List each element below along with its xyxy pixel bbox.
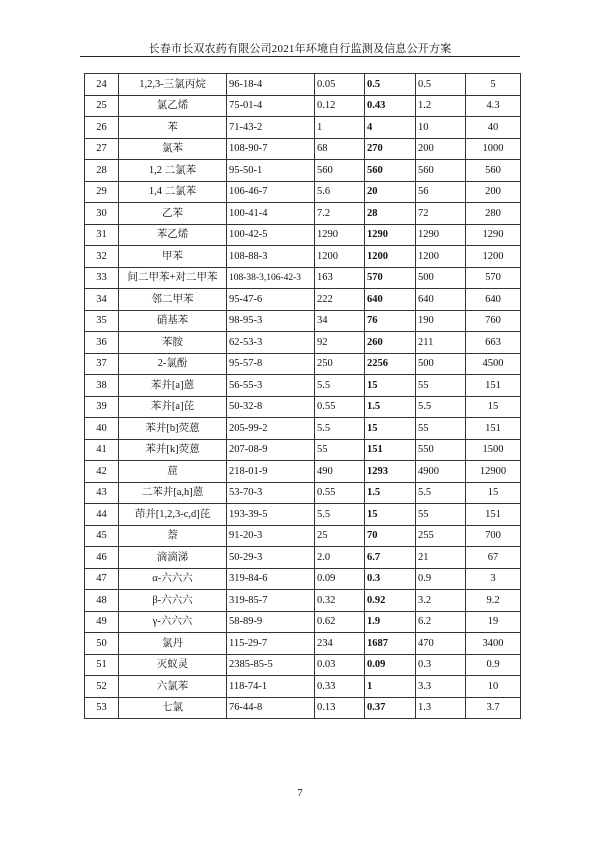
- value-d-cell: 15: [466, 396, 521, 418]
- substance-name-cell: 苯乙烯: [119, 224, 227, 246]
- cas-number-cell: 108-38-3,106-42-3: [227, 267, 315, 289]
- value-a-cell: 0.13: [315, 697, 365, 719]
- value-a-cell: 0.55: [315, 396, 365, 418]
- value-c-cell: 550: [416, 439, 466, 461]
- table-row: [85, 203, 521, 225]
- value-b-cell: 76: [365, 310, 416, 332]
- value-a-cell: 0.03: [315, 654, 365, 676]
- table-row: [85, 95, 521, 117]
- cas-number-cell: 91-20-3: [227, 525, 315, 547]
- row-number-cell: 39: [85, 396, 119, 418]
- row-number-cell: 50: [85, 633, 119, 655]
- table-row: [85, 375, 521, 397]
- value-a-cell: 2.0: [315, 547, 365, 569]
- value-b-cell: 28: [365, 203, 416, 225]
- value-b-cell: 70: [365, 525, 416, 547]
- value-c-cell: 190: [416, 310, 466, 332]
- value-d-cell: 151: [466, 504, 521, 526]
- substance-name-cell: 苯并[b]荧蒽: [119, 418, 227, 440]
- value-d-cell: 200: [466, 181, 521, 203]
- row-number-cell: 32: [85, 246, 119, 268]
- cas-number-cell: 115-29-7: [227, 633, 315, 655]
- value-b-cell: 1.5: [365, 482, 416, 504]
- value-c-cell: 55: [416, 504, 466, 526]
- value-d-cell: 1200: [466, 246, 521, 268]
- row-number-cell: 47: [85, 568, 119, 590]
- table-row: [85, 547, 521, 569]
- substance-name-cell: 苯并[k]荧蒽: [119, 439, 227, 461]
- table-row: [85, 353, 521, 375]
- value-c-cell: 0.9: [416, 568, 466, 590]
- value-d-cell: 570: [466, 267, 521, 289]
- substance-name-cell: 乙苯: [119, 203, 227, 225]
- header-rule: [80, 56, 520, 57]
- value-b-cell: 1.9: [365, 611, 416, 633]
- table-row: [85, 611, 521, 633]
- value-d-cell: 19: [466, 611, 521, 633]
- value-c-cell: 470: [416, 633, 466, 655]
- value-b-cell: 151: [365, 439, 416, 461]
- cas-number-cell: 100-41-4: [227, 203, 315, 225]
- table-row: [85, 396, 521, 418]
- table-row: [85, 418, 521, 440]
- value-a-cell: 222: [315, 289, 365, 311]
- value-a-cell: 0.05: [315, 74, 365, 96]
- table-row: [85, 525, 521, 547]
- cas-number-cell: 319-85-7: [227, 590, 315, 612]
- value-c-cell: 3.3: [416, 676, 466, 698]
- value-c-cell: 1200: [416, 246, 466, 268]
- value-b-cell: 0.37: [365, 697, 416, 719]
- substance-name-cell: 茚并[1,2,3-c,d]芘: [119, 504, 227, 526]
- substance-name-cell: 苯胺: [119, 332, 227, 354]
- value-a-cell: 25: [315, 525, 365, 547]
- row-number-cell: 36: [85, 332, 119, 354]
- value-b-cell: 1293: [365, 461, 416, 483]
- substance-name-cell: 苯并[a]芘: [119, 396, 227, 418]
- value-c-cell: 72: [416, 203, 466, 225]
- cas-number-cell: 2385-85-5: [227, 654, 315, 676]
- value-c-cell: 560: [416, 160, 466, 182]
- value-c-cell: 3.2: [416, 590, 466, 612]
- row-number-cell: 41: [85, 439, 119, 461]
- value-a-cell: 34: [315, 310, 365, 332]
- substance-name-cell: 2-氯酚: [119, 353, 227, 375]
- value-a-cell: 0.33: [315, 676, 365, 698]
- value-a-cell: 5.5: [315, 504, 365, 526]
- table-row: [85, 568, 521, 590]
- table-row: [85, 289, 521, 311]
- cas-number-cell: 98-95-3: [227, 310, 315, 332]
- row-number-cell: 48: [85, 590, 119, 612]
- value-d-cell: 1000: [466, 138, 521, 160]
- table-row: [85, 461, 521, 483]
- cas-number-cell: 62-53-3: [227, 332, 315, 354]
- table-row: [85, 697, 521, 719]
- value-b-cell: 20: [365, 181, 416, 203]
- value-d-cell: 4500: [466, 353, 521, 375]
- value-c-cell: 255: [416, 525, 466, 547]
- page-number: 7: [297, 787, 303, 799]
- value-b-cell: 0.5: [365, 74, 416, 96]
- row-number-cell: 52: [85, 676, 119, 698]
- value-d-cell: 15: [466, 482, 521, 504]
- substance-name-cell: β-六六六: [119, 590, 227, 612]
- value-d-cell: 640: [466, 289, 521, 311]
- value-d-cell: 5: [466, 74, 521, 96]
- value-d-cell: 700: [466, 525, 521, 547]
- cas-number-cell: 71-43-2: [227, 117, 315, 139]
- table-row: [85, 160, 521, 182]
- value-b-cell: 570: [365, 267, 416, 289]
- row-number-cell: 28: [85, 160, 119, 182]
- value-d-cell: 1500: [466, 439, 521, 461]
- value-b-cell: 1290: [365, 224, 416, 246]
- value-d-cell: 9.2: [466, 590, 521, 612]
- row-number-cell: 37: [85, 353, 119, 375]
- row-number-cell: 51: [85, 654, 119, 676]
- value-b-cell: 1687: [365, 633, 416, 655]
- substance-name-cell: γ-六六六: [119, 611, 227, 633]
- cas-number-cell: 207-08-9: [227, 439, 315, 461]
- row-number-cell: 46: [85, 547, 119, 569]
- cas-number-cell: 108-88-3: [227, 246, 315, 268]
- value-a-cell: 0.62: [315, 611, 365, 633]
- value-d-cell: 280: [466, 203, 521, 225]
- table-row: [85, 676, 521, 698]
- table-row: [85, 310, 521, 332]
- substance-name-cell: α-六六六: [119, 568, 227, 590]
- value-c-cell: 10: [416, 117, 466, 139]
- value-b-cell: 15: [365, 375, 416, 397]
- value-c-cell: 6.2: [416, 611, 466, 633]
- row-number-cell: 30: [85, 203, 119, 225]
- row-number-cell: 40: [85, 418, 119, 440]
- value-a-cell: 1290: [315, 224, 365, 246]
- cas-number-cell: 50-29-3: [227, 547, 315, 569]
- table-row: [85, 332, 521, 354]
- value-a-cell: 0.12: [315, 95, 365, 117]
- cas-number-cell: 118-74-1: [227, 676, 315, 698]
- substance-name-cell: 1,2,3-三氯丙烷: [119, 74, 227, 96]
- table-row: [85, 246, 521, 268]
- row-number-cell: 33: [85, 267, 119, 289]
- value-d-cell: 3400: [466, 633, 521, 655]
- cas-number-cell: 76-44-8: [227, 697, 315, 719]
- cas-number-cell: 95-50-1: [227, 160, 315, 182]
- data-table: [84, 73, 521, 719]
- row-number-cell: 45: [85, 525, 119, 547]
- cas-number-cell: 100-42-5: [227, 224, 315, 246]
- row-number-cell: 27: [85, 138, 119, 160]
- row-number-cell: 25: [85, 95, 119, 117]
- value-a-cell: 0.32: [315, 590, 365, 612]
- value-b-cell: 1200: [365, 246, 416, 268]
- value-d-cell: 760: [466, 310, 521, 332]
- value-d-cell: 3: [466, 568, 521, 590]
- value-d-cell: 12900: [466, 461, 521, 483]
- cas-number-cell: 95-47-6: [227, 289, 315, 311]
- value-b-cell: 1.5: [365, 396, 416, 418]
- value-d-cell: 10: [466, 676, 521, 698]
- value-b-cell: 2256: [365, 353, 416, 375]
- value-b-cell: 0.92: [365, 590, 416, 612]
- table-row: [85, 267, 521, 289]
- value-d-cell: 151: [466, 418, 521, 440]
- value-d-cell: 3.7: [466, 697, 521, 719]
- value-a-cell: 68: [315, 138, 365, 160]
- substance-name-cell: 䓛: [119, 461, 227, 483]
- value-c-cell: 640: [416, 289, 466, 311]
- value-c-cell: 21: [416, 547, 466, 569]
- table-row: [85, 181, 521, 203]
- value-c-cell: 5.5: [416, 396, 466, 418]
- substance-name-cell: 氯乙烯: [119, 95, 227, 117]
- value-c-cell: 1.3: [416, 697, 466, 719]
- value-b-cell: 15: [365, 418, 416, 440]
- cas-number-cell: 319-84-6: [227, 568, 315, 590]
- value-a-cell: 234: [315, 633, 365, 655]
- value-d-cell: 0.9: [466, 654, 521, 676]
- value-d-cell: 1290: [466, 224, 521, 246]
- substance-name-cell: 甲苯: [119, 246, 227, 268]
- value-c-cell: 500: [416, 267, 466, 289]
- value-b-cell: 0.3: [365, 568, 416, 590]
- value-c-cell: 4900: [416, 461, 466, 483]
- value-c-cell: 1.2: [416, 95, 466, 117]
- table-body: [85, 74, 521, 719]
- table-row: [85, 590, 521, 612]
- substance-name-cell: 苯并[a]蒽: [119, 375, 227, 397]
- substance-name-cell: 灭蚁灵: [119, 654, 227, 676]
- value-d-cell: 40: [466, 117, 521, 139]
- cas-number-cell: 218-01-9: [227, 461, 315, 483]
- value-a-cell: 55: [315, 439, 365, 461]
- table-row: [85, 138, 521, 160]
- row-number-cell: 53: [85, 697, 119, 719]
- page-header: 长春市长双农药有限公司2021年环境自行监测及信息公开方案: [148, 43, 452, 55]
- value-a-cell: 163: [315, 267, 365, 289]
- value-d-cell: 560: [466, 160, 521, 182]
- value-a-cell: 5.6: [315, 181, 365, 203]
- substance-name-cell: 苯: [119, 117, 227, 139]
- cas-number-cell: 95-57-8: [227, 353, 315, 375]
- value-d-cell: 4.3: [466, 95, 521, 117]
- row-number-cell: 38: [85, 375, 119, 397]
- cas-number-cell: 193-39-5: [227, 504, 315, 526]
- substance-name-cell: 六氯苯: [119, 676, 227, 698]
- value-a-cell: 5.5: [315, 375, 365, 397]
- value-b-cell: 0.09: [365, 654, 416, 676]
- table-row: [85, 482, 521, 504]
- row-number-cell: 49: [85, 611, 119, 633]
- table-row: [85, 504, 521, 526]
- row-number-cell: 34: [85, 289, 119, 311]
- value-c-cell: 200: [416, 138, 466, 160]
- value-b-cell: 560: [365, 160, 416, 182]
- value-d-cell: 151: [466, 375, 521, 397]
- value-b-cell: 1: [365, 676, 416, 698]
- value-b-cell: 0.43: [365, 95, 416, 117]
- value-a-cell: 92: [315, 332, 365, 354]
- value-c-cell: 55: [416, 375, 466, 397]
- table-row: [85, 74, 521, 96]
- value-b-cell: 260: [365, 332, 416, 354]
- substance-name-cell: 滴滴涕: [119, 547, 227, 569]
- row-number-cell: 35: [85, 310, 119, 332]
- cas-number-cell: 56-55-3: [227, 375, 315, 397]
- value-d-cell: 663: [466, 332, 521, 354]
- cas-number-cell: 75-01-4: [227, 95, 315, 117]
- cas-number-cell: 50-32-8: [227, 396, 315, 418]
- value-b-cell: 4: [365, 117, 416, 139]
- value-b-cell: 640: [365, 289, 416, 311]
- value-a-cell: 0.55: [315, 482, 365, 504]
- value-a-cell: 560: [315, 160, 365, 182]
- table-row: [85, 654, 521, 676]
- value-a-cell: 250: [315, 353, 365, 375]
- row-number-cell: 31: [85, 224, 119, 246]
- value-a-cell: 1: [315, 117, 365, 139]
- substance-name-cell: 氯苯: [119, 138, 227, 160]
- value-c-cell: 1290: [416, 224, 466, 246]
- value-c-cell: 0.5: [416, 74, 466, 96]
- value-a-cell: 0.09: [315, 568, 365, 590]
- substance-name-cell: 间二甲苯+对二甲苯: [119, 267, 227, 289]
- substance-name-cell: 硝基苯: [119, 310, 227, 332]
- table-row: [85, 439, 521, 461]
- row-number-cell: 44: [85, 504, 119, 526]
- row-number-cell: 43: [85, 482, 119, 504]
- cas-number-cell: 53-70-3: [227, 482, 315, 504]
- cas-number-cell: 205-99-2: [227, 418, 315, 440]
- value-c-cell: 5.5: [416, 482, 466, 504]
- substance-name-cell: 氯丹: [119, 633, 227, 655]
- value-a-cell: 1200: [315, 246, 365, 268]
- substance-name-cell: 二苯并[a,h]蒽: [119, 482, 227, 504]
- value-c-cell: 500: [416, 353, 466, 375]
- value-c-cell: 0.3: [416, 654, 466, 676]
- row-number-cell: 26: [85, 117, 119, 139]
- cas-number-cell: 96-18-4: [227, 74, 315, 96]
- substance-name-cell: 1,4 二氯苯: [119, 181, 227, 203]
- value-a-cell: 7.2: [315, 203, 365, 225]
- substance-name-cell: 邻二甲苯: [119, 289, 227, 311]
- value-b-cell: 270: [365, 138, 416, 160]
- value-d-cell: 67: [466, 547, 521, 569]
- table-row: [85, 224, 521, 246]
- value-a-cell: 490: [315, 461, 365, 483]
- cas-number-cell: 108-90-7: [227, 138, 315, 160]
- table-row: [85, 633, 521, 655]
- value-b-cell: 6.7: [365, 547, 416, 569]
- substance-name-cell: 1,2 二氯苯: [119, 160, 227, 182]
- value-c-cell: 211: [416, 332, 466, 354]
- table-row: [85, 117, 521, 139]
- row-number-cell: 24: [85, 74, 119, 96]
- value-b-cell: 15: [365, 504, 416, 526]
- value-a-cell: 5.5: [315, 418, 365, 440]
- substance-name-cell: 萘: [119, 525, 227, 547]
- cas-number-cell: 58-89-9: [227, 611, 315, 633]
- value-c-cell: 56: [416, 181, 466, 203]
- cas-number-cell: 106-46-7: [227, 181, 315, 203]
- row-number-cell: 29: [85, 181, 119, 203]
- substance-name-cell: 七氯: [119, 697, 227, 719]
- row-number-cell: 42: [85, 461, 119, 483]
- value-c-cell: 55: [416, 418, 466, 440]
